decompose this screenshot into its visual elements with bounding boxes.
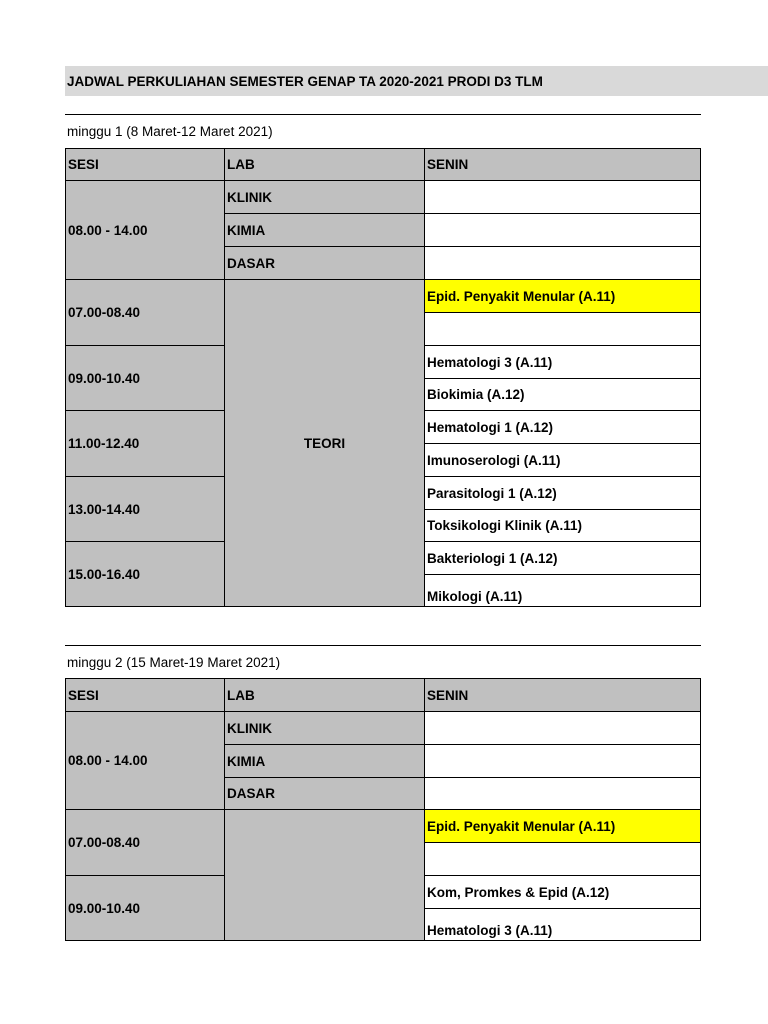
week1-course-1: Epid. Penyakit Menular (A.11) bbox=[424, 279, 701, 313]
week2-header-senin: SENIN bbox=[424, 678, 701, 712]
week1-session-5: 15.00-16.40 bbox=[65, 541, 225, 607]
week2-label: minggu 2 (15 Maret-19 Maret 2021) bbox=[65, 645, 701, 679]
week1-kimia-senin bbox=[424, 213, 701, 247]
week1-course-7: Parasitologi 1 (A.12) bbox=[424, 476, 701, 510]
header-senin: SENIN bbox=[424, 148, 701, 181]
week2-course-2 bbox=[424, 842, 701, 876]
week2-kimia-senin bbox=[424, 744, 701, 778]
week1-lab-dasar: DASAR bbox=[224, 246, 425, 280]
week1-course-2 bbox=[424, 312, 701, 346]
week1-course-3: Hematologi 3 (A.11) bbox=[424, 345, 701, 379]
page-title: JADWAL PERKULIAHAN SEMESTER GENAP TA 2020-2021 PRODI D3 TLM bbox=[65, 66, 768, 96]
header-lab: LAB bbox=[224, 148, 425, 181]
week2-session-1: 07.00-08.40 bbox=[65, 809, 225, 876]
week1-lab-kimia: KIMIA bbox=[224, 213, 425, 247]
week2-course-4: Hematologi 3 (A.11) bbox=[424, 908, 701, 941]
week1-teori: TEORI bbox=[224, 279, 425, 607]
week2-lab-kimia: KIMIA bbox=[224, 744, 425, 778]
week1-klinik-senin bbox=[424, 180, 701, 214]
week2-course-1: Epid. Penyakit Menular (A.11) bbox=[424, 809, 701, 843]
week1-lab-klinik: KLINIK bbox=[224, 180, 425, 214]
header-sesi: SESI bbox=[65, 148, 225, 181]
week1-session-2: 09.00-10.40 bbox=[65, 345, 225, 411]
week1-session-1: 07.00-08.40 bbox=[65, 279, 225, 346]
week2-klinik-senin bbox=[424, 711, 701, 745]
week2-lab-klinik: KLINIK bbox=[224, 711, 425, 745]
week2-lab-dasar: DASAR bbox=[224, 777, 425, 810]
week1-course-9: Bakteriologi 1 (A.12) bbox=[424, 541, 701, 575]
week1-course-5: Hematologi 1 (A.12) bbox=[424, 410, 701, 444]
week2-teori bbox=[224, 809, 425, 941]
week2-course-3: Kom, Promkes & Epid (A.12) bbox=[424, 875, 701, 909]
week1-course-4: Biokimia (A.12) bbox=[424, 378, 701, 411]
week2-session-2: 09.00-10.40 bbox=[65, 875, 225, 941]
week1-lab-session: 08.00 - 14.00 bbox=[65, 180, 225, 280]
week1-label: minggu 1 (8 Maret-12 Maret 2021) bbox=[65, 114, 701, 148]
week1-session-4: 13.00-14.40 bbox=[65, 476, 225, 542]
week1-session-3: 11.00-12.40 bbox=[65, 410, 225, 477]
week1-course-6: Imunoserologi (A.11) bbox=[424, 443, 701, 477]
week1-dasar-senin bbox=[424, 246, 701, 280]
week2-dasar-senin bbox=[424, 777, 701, 810]
week1-course-8: Toksikologi Klinik (A.11) bbox=[424, 509, 701, 542]
week2-header-sesi: SESI bbox=[65, 678, 225, 712]
week2-lab-session: 08.00 - 14.00 bbox=[65, 711, 225, 810]
week1-course-10: Mikologi (A.11) bbox=[424, 574, 701, 607]
week2-header-lab: LAB bbox=[224, 678, 425, 712]
